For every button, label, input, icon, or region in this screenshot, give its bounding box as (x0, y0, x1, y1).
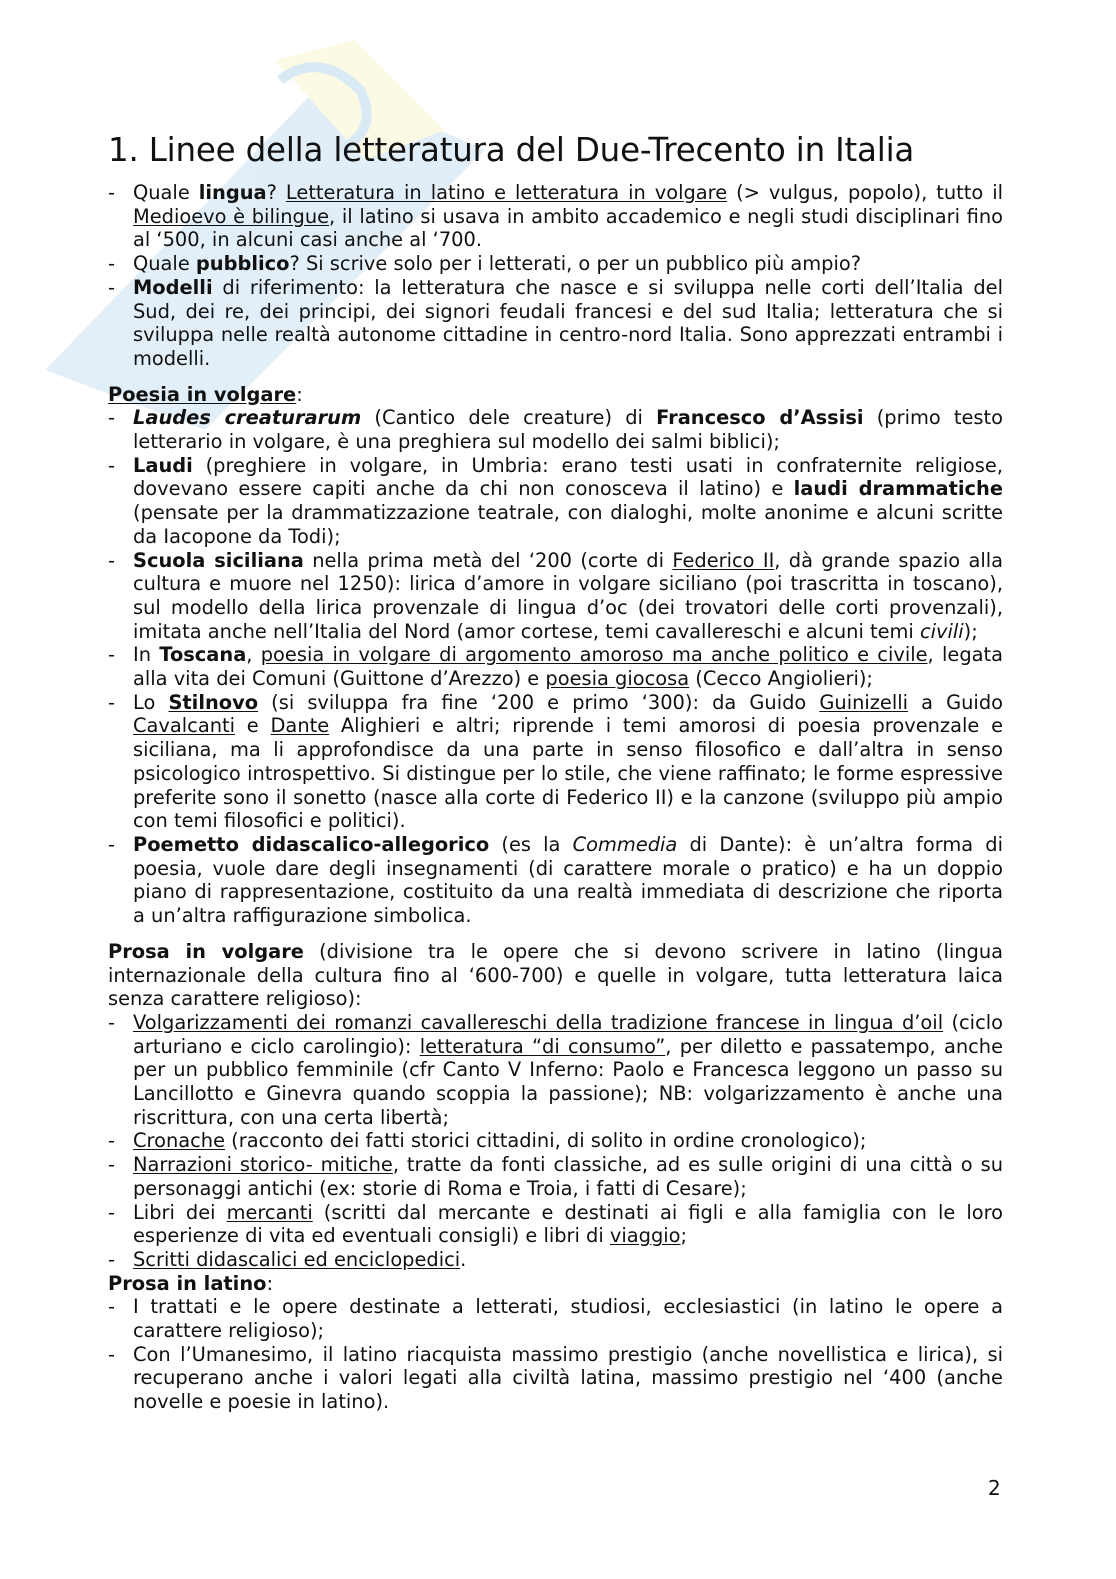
list-item: - Scritti didascalici ed enciclopedici. (108, 1248, 1003, 1272)
list-item: - Quale lingua? Letteratura in latino e letteratura in volgare (> vulgus, popolo), tutto il Medioevo è bilingue, il latino si usava in ambito accademico e negli studi disciplinari fino al ‘500, in alcuni casi anche al ‘700. (108, 181, 1003, 252)
list-item: - Narrazioni storico- mitiche, tratte da fonti classiche, ad es sulle origini di una città o su personaggi antichi (ex: storie di Roma e Troia, i fatti di Cesare); (108, 1153, 1003, 1200)
page-number: 2 (988, 1476, 1001, 1500)
list-item: - Poemetto didascalico-allegorico (es la Commedia di Dante): è un’altra forma di poesia, vuole dare degli insegnamenti (di carattere morale o pratico) e ha un doppio piano di rappresentazione, costituito da una realtà immediata di descrizione che riporta a un’altra raffigurazione simbolica. (108, 833, 1003, 928)
list-item: - Laudes creaturarum (Cantico dele creature) di Francesco d’Assisi (primo testo letterario in volgare, è una preghiera sul modello dei salmi biblici); (108, 406, 1003, 453)
section-heading-prosa-volgare: Prosa in volgare (divisione tra le opere che si devono scrivere in latino (lingua internazionale della cultura fino al ‘600-700) e quelle in volgare, tutta letteratura laica senza carattere religioso): (108, 939, 1004, 1011)
section-heading-prosa-latino: Prosa in latino: (108, 1271, 273, 1295)
list-item: - Lo Stilnovo (si sviluppa fra fine ‘200 e primo ‘300): da Guido Guinizelli a Guido Cavalcanti e Dante Alighieri e altri; riprende i temi amorosi di poesia provenzale e siciliana, ma li approfondisce da una parte in senso filosofico e dall’altra in senso psicologico introspettivo. Si distingue per lo stile, che viene raffinato; le forme espressive preferite sono il sonetto (nasce alla corte di Federico II) e la canzone (sviluppo più ampio con temi filosofici e politici). (108, 691, 1003, 833)
intro-list (108, 181, 1003, 371)
list-item: - Cronache (racconto dei fatti storici cittadini, di solito in ordine cronologico); (108, 1129, 1003, 1153)
list-item: - Libri dei mercanti (scritti dal mercante e destinati ai figli e alla famiglia con le loro esperienze di vita ed eventuali consigli) e libri di viaggio; (108, 1201, 1003, 1248)
list-item: - I trattati e le opere destinate a letterati, studiosi, ecclesiastici (in latino le opere a carattere religioso); (108, 1295, 1003, 1342)
list-item: - Laudi (preghiere in volgare, in Umbria: erano testi usati in confraternite religiose, dovevano essere capiti anche da chi non conosceva il latino) e laudi drammatiche (pensate per la drammatizzazione teatrale, con dialoghi, molte anonime e alcuni scritte da Iacopone da Todi); (108, 454, 1003, 549)
poesia-list (108, 406, 1003, 927)
prosa-volgare-list (108, 1011, 1003, 1272)
list-item: - Quale pubblico? Si scrive solo per i letterati, o per un pubblico più ampio? (108, 252, 1003, 276)
list-item: - Scuola siciliana nella prima metà del ‘200 (corte di Federico II, dà grande spazio alla cultura e muore nel 1250): lirica d’amore in volgare siciliano (poi trascritta in toscano), sul modello della lirica provenzale di lingua d’oc (dei trovatori delle corti provenzali), imitata anche nell’Italia del Nord (amor cortese, temi cavallereschi e alcuni temi civili); (108, 549, 1003, 644)
list-item: - Con l’Umanesimo, il latino riacquista massimo prestigio (anche novellistica e lirica), si recuperano anche i valori legati alla civiltà latina, massimo prestigio nel ‘400 (anche novelle e poesie in latino). (108, 1343, 1003, 1414)
page-title: 1. Linee della letteratura del Due-Trecento in Italia (108, 131, 915, 169)
prosa-latino-list (108, 1295, 1003, 1414)
list-item: - Modelli di riferimento: la letteratura che nasce e si sviluppa nelle corti dell’Italia del Sud, dei re, dei principi, dei signori feudali francesi e del sud Italia; letteratura che si sviluppa nelle realtà autonome cittadine in centro-nord Italia. Sono apprezzati entrambi i modelli. (108, 276, 1003, 371)
list-item: - Volgarizzamenti dei romanzi cavallereschi della tradizione francese in lingua d’oil (ciclo arturiano e ciclo carolingio): letteratura “di consumo”, per diletto e passatempo, anche per un pubblico femminile (cfr Canto V Inferno: Paolo e Francesca leggono un passo su Lancillotto e Ginevra quando scoppia la passione); NB: volgarizzamento è anche una riscrittura, con una certa libertà; (108, 1011, 1003, 1130)
section-heading-poesia: Poesia in volgare: (108, 382, 303, 406)
document-body (108, 181, 1003, 1414)
list-item: - In Toscana, poesia in volgare di argomento amoroso ma anche politico e civile, legata alla vita dei Comuni (Guittone d’Arezzo) e poesia giocosa (Cecco Angiolieri); (108, 643, 1003, 690)
